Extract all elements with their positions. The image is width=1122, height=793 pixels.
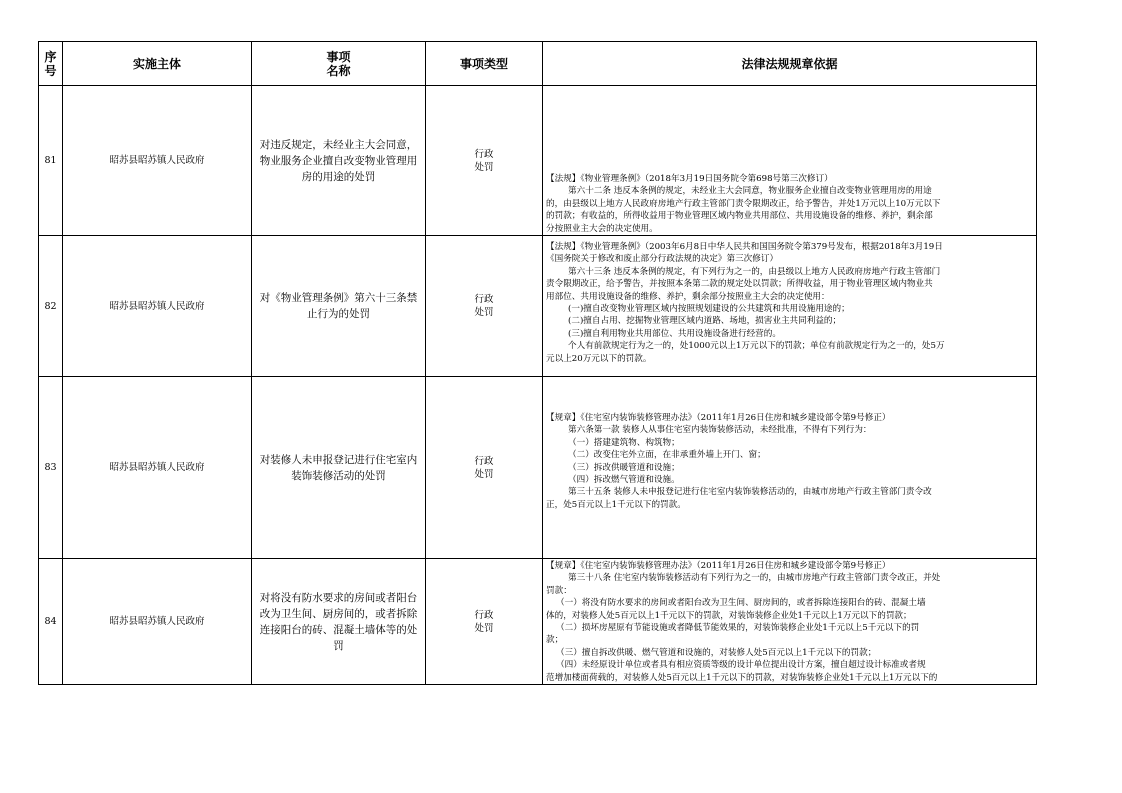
item-type-text: 行政 处罚 — [474, 148, 494, 173]
basis-line: 的罚款；有收益的，所得收益用于物业管理区域内物业共用部位、共用设施设备的维修、养护，剩余部 — [546, 211, 933, 222]
cell-item-name: 对《物业管理条例》第六十三条禁止行为的处罚 — [252, 236, 426, 377]
basis-line: 责令限期改正，给予警告，并按照本条第二款的规定处以罚款；所得收益，用于物业管理区域内物业共 — [546, 279, 933, 290]
basis-line: （二）损坏房屋原有节能设施或者降低节能效果的，对装饰装修企业处1千元以上5千元以下的罚 — [556, 623, 920, 634]
basis-line: 第六十二条 违反本条例的规定，未经业主大会同意，物业服务企业擅自改变物业管理用房的用途 — [568, 186, 932, 197]
cell-legal-basis — [543, 86, 1037, 236]
basis-line: (三)擅自利用物业共用部位、共用设施设备进行经营的。 — [568, 328, 781, 339]
cell-entity: 昭苏县昭苏镇人民政府 — [63, 86, 252, 236]
basis-line: 《国务院关于修改和废止部分行政法规的决定》第三次修订） — [546, 254, 779, 265]
basis-line: 分按照业主大会的决定使用。 — [546, 223, 658, 234]
basis-line: 【规章】《住宅室内装饰装修管理办法》（2011年1月26日住房和城乡建设部令第9号修正） — [546, 413, 891, 424]
table-header-row — [39, 42, 1037, 86]
table-row — [39, 559, 1037, 685]
basis-line: 元以上20万元以下的罚款。 — [546, 353, 652, 364]
cell-item-type — [426, 86, 543, 236]
basis-line: 个人有前款规定行为之一的，处1000元以上1万元以下的罚款；单位有前款规定行为之一的，处5万 — [568, 341, 945, 352]
cell-entity: 昭苏县昭苏镇人民政府 — [63, 236, 252, 377]
basis-line: (一)擅自改变物业管理区域内按照规划建设的公共建筑和共用设施用途的； — [568, 304, 850, 315]
basis-line: 第三十五条 装修人未申报登记进行住宅室内装饰装修活动的，由城市房地产行政主管部门责令改 — [568, 487, 932, 498]
basis-line: 【法规】《物业管理条例》（2003年6月8日中华人民共和国国务院令第379号发布，根据2018年3月19日 — [546, 242, 943, 253]
basis-line: 用部位、共用设施设备的维修、养护，剩余部分按照业主大会的决定使用： — [546, 291, 830, 302]
cell-legal-basis — [543, 377, 1037, 559]
basis-line: （四）拆改燃气管道和设施。 — [568, 475, 680, 486]
item-type-text: 行政 处罚 — [474, 294, 494, 319]
item-type-text: 行政 处罚 — [474, 609, 494, 634]
cell-seq: 84 — [39, 559, 63, 685]
basis-line: 范增加楼面荷载的，对装修人处5百元以上1千元以下的罚款，对装饰装修企业处1千元以上1万元以下的 — [546, 672, 938, 683]
basis-line: 第三十八条 住宅室内装饰装修活动有下列行为之一的，由城市房地产行政主管部门责令改正，并处 — [568, 573, 941, 584]
basis-line: 款； — [546, 635, 564, 646]
table-row — [39, 377, 1037, 559]
basis-line: 【规章】《住宅室内装饰装修管理办法》（2011年1月26日住房和城乡建设部令第9号修正） — [546, 561, 891, 572]
table-row — [39, 86, 1037, 236]
header-item-name-text: 事项 名称 — [326, 49, 351, 78]
cell-item-name: 对违反规定，未经业主大会同意，物业服务企业擅自改变物业管理用房的用途的处罚 — [252, 86, 426, 236]
basis-line: 罚款： — [546, 585, 572, 596]
enforcement-items-table — [38, 41, 1037, 685]
basis-line: 第六十三条 违反本条例的规定，有下列行为之一的，由县级以上地方人民政府房地产行政主管部门 — [568, 266, 941, 277]
cell-item-type — [426, 559, 543, 685]
header-seq-text: 序 号 — [44, 49, 57, 78]
basis-line: 【法规】《物业管理条例》（2018年3月19日国务院令第698号第三次修订） — [546, 174, 833, 184]
cell-seq: 82 — [39, 236, 63, 377]
item-type-text: 行政 处罚 — [474, 455, 494, 480]
basis-line: 第六条第一款 装修人从事住宅室内装饰装修活动，未经批准，不得有下列行为： — [568, 425, 872, 436]
cell-entity: 昭苏县昭苏镇人民政府 — [63, 559, 252, 685]
cell-legal-basis — [543, 236, 1037, 377]
header-item-name — [252, 42, 426, 86]
header-item-type: 事项类型 — [426, 42, 543, 86]
basis-line: （一）搭建建筑物、构筑物； — [568, 437, 680, 448]
cell-item-type — [426, 377, 543, 559]
header-entity: 实施主体 — [63, 42, 252, 86]
basis-line: 体的，对装修人处5百元以上1千元以下的罚款，对装饰装修企业处1千元以上1万元以下的罚款； — [546, 610, 912, 621]
cell-item-name: 对将没有防水要求的房间或者阳台改为卫生间、厨房间的，或者拆除连接阳台的砖、混凝土墙体等的处罚 — [252, 559, 426, 685]
cell-seq: 83 — [39, 377, 63, 559]
basis-line: （三）擅自拆改供暖、燃气管道和设施的，对装修人处5百元以上1千元以下的罚款； — [556, 647, 877, 658]
basis-line: 正，处5百元以上1千元以下的罚款。 — [546, 499, 686, 510]
cell-item-name: 对装修人未申报登记进行住宅室内装饰装修活动的处罚 — [252, 377, 426, 559]
basis-line: (二)擅自占用、挖掘物业管理区域内道路、场地，损害业主共同利益的； — [568, 316, 842, 327]
cell-item-type — [426, 236, 543, 377]
basis-line: 的，由县级以上地方人民政府房地产行政主管部门责令限期改正，给予警告，并处1万元以上10万元以下 — [546, 198, 941, 209]
header-seq — [39, 42, 63, 86]
basis-line: （一）将没有防水要求的房间或者阳台改为卫生间、厨房间的，或者拆除连接阳台的砖、混凝土墙 — [556, 598, 926, 609]
cell-entity: 昭苏县昭苏镇人民政府 — [63, 377, 252, 559]
header-legal-basis: 法律法规规章依据 — [543, 42, 1037, 86]
basis-line: （三）拆改供暖管道和设施； — [568, 462, 680, 473]
legal-basis-clip — [546, 560, 1033, 682]
table-row — [39, 236, 1037, 377]
basis-line: （二）改变住宅外立面，在非承重外墙上开门、窗； — [568, 450, 766, 461]
cell-seq: 81 — [39, 86, 63, 236]
basis-line: （四）未经原设计单位或者具有相应资质等级的设计单位提出设计方案，擅自超过设计标准或者规 — [556, 660, 926, 671]
cell-legal-basis — [543, 559, 1037, 685]
